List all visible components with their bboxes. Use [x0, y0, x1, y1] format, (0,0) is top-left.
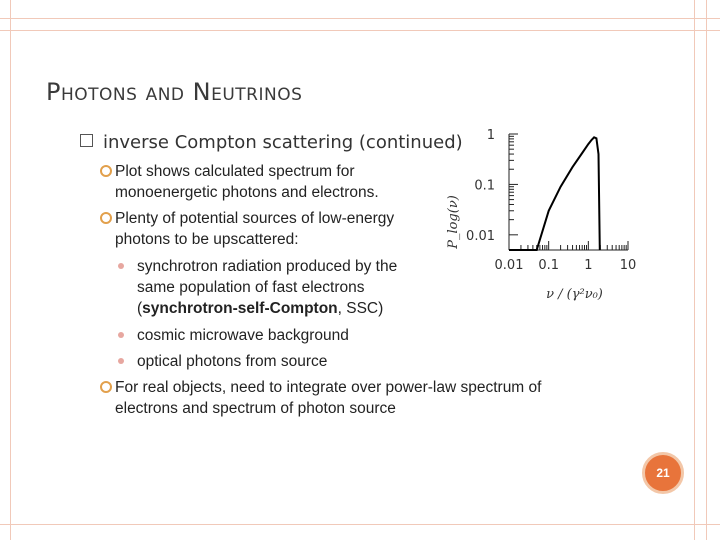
ring-bullet-icon: [100, 212, 112, 224]
frame-line-left: [10, 0, 11, 540]
frame-line-top: [0, 18, 720, 19]
topic-line: [80, 132, 463, 153]
frame-line-right: [706, 0, 707, 540]
ring-bullet-icon: [100, 165, 112, 177]
frame-line-bottom: [0, 524, 720, 525]
topic-text: inverse Compton scattering (continued): [103, 132, 463, 153]
bullet-real-objects: For real objects, need to integrate over power-law spectrum of electrons and spectrum of photon source: [100, 377, 590, 419]
sub-bullet-optical: optical photons from source: [118, 351, 428, 372]
y-tick-label: 0.1: [474, 178, 495, 194]
frame-line-top-inner: [0, 30, 720, 31]
y-tick-label: 0.01: [466, 228, 495, 244]
dot-bullet-icon: [118, 263, 124, 269]
frame-line-right-inner: [694, 0, 695, 540]
x-tick-label: 1: [584, 258, 593, 273]
x-tick-label: 0.01: [494, 258, 524, 273]
dot-bullet-icon: [118, 332, 124, 338]
square-bullet-icon: [80, 134, 93, 147]
chart-axes: [509, 134, 628, 250]
spectrum-curve: [509, 137, 600, 250]
y-tick-label: 1: [486, 128, 495, 143]
y-axis-label: P_log(ν): [446, 195, 461, 249]
page-number-badge: 21: [642, 452, 684, 494]
bullet-photon-sources: Plenty of potential sources of low-energy photons to be upscattered:: [100, 208, 440, 250]
x-tick-label: 10: [619, 258, 637, 273]
x-tick-label: 0.1: [538, 258, 560, 273]
dot-bullet-icon: [118, 358, 124, 364]
ring-bullet-icon: [100, 381, 112, 393]
chart-ticks: [509, 134, 628, 250]
sub-bullet-cmb: cosmic microwave background: [118, 325, 428, 346]
bullet-plot-description: Plot shows calculated spectrum for monoenergetic photons and electrons.: [100, 161, 440, 203]
spectrum-chart: [443, 122, 663, 317]
sub-bullet-synchrotron: synchrotron radiation produced by the same population of fast electrons (synchrotron-self-Compton, SSC): [118, 256, 428, 319]
x-axis-label: ν / (γ²ν₀): [546, 287, 603, 302]
chart-tick-labels: [466, 128, 636, 273]
slide-title: PHOTONS AND NEUTRINOS: [46, 78, 303, 106]
